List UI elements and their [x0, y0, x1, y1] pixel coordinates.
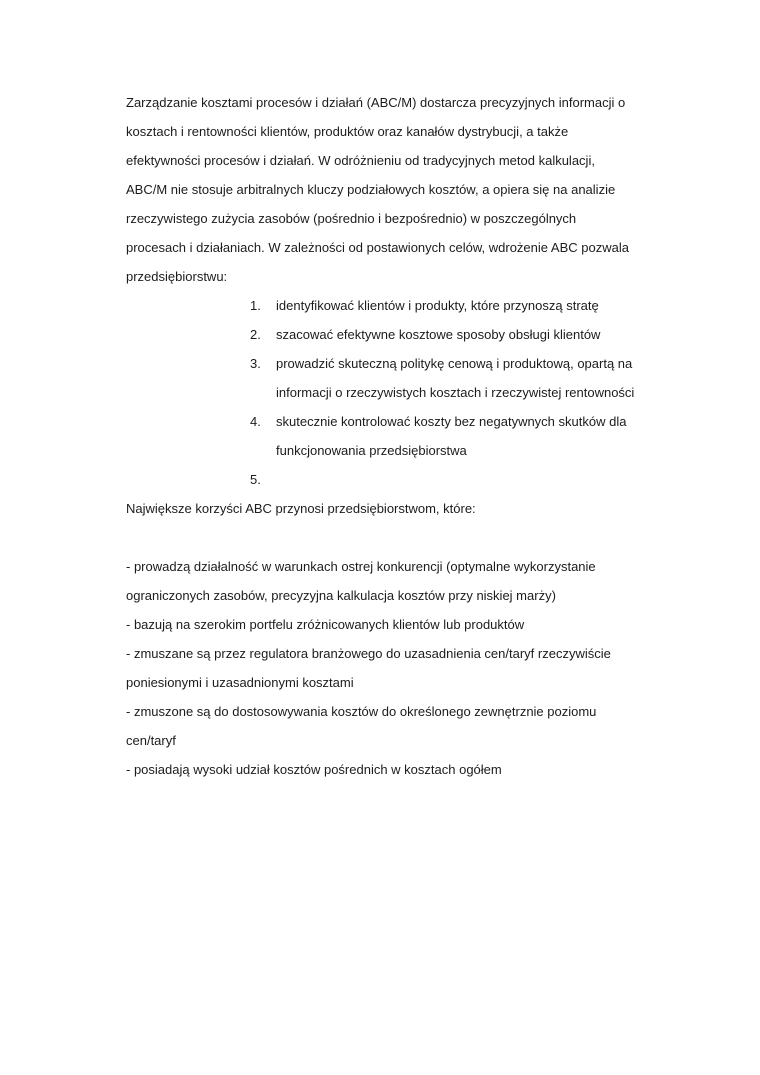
list-item-text [276, 465, 664, 494]
numbered-list [126, 291, 664, 494]
list-item [250, 320, 664, 349]
list-item-text: identyfikować klientów i produkty, które przynoszą stratę [276, 298, 599, 313]
benefit-text: - prowadzą działalność w warunkach ostrej konkurencji (optymalne wykorzystanie [126, 559, 596, 574]
list-number: 5. [250, 472, 261, 487]
list-item-text: szacować efektywne kosztowe sposoby obsługi klientów [276, 327, 601, 342]
benefits-heading: Największe korzyści ABC przynosi przedsiębiorstwom, które: [126, 501, 476, 516]
list-item [250, 291, 664, 320]
benefits-list [126, 552, 664, 784]
intro-line: przedsiębiorstwu: [126, 269, 228, 284]
benefit-item [126, 552, 664, 610]
list-item [250, 349, 664, 407]
list-item-text: informacji o rzeczywistych kosztach i rzeczywistej rentowności [276, 385, 635, 400]
list-number: 2. [250, 327, 261, 342]
benefit-text: - bazują na szerokim portfelu zróżnicowanych klientów lub produktów [126, 617, 525, 632]
intro-line: rzeczywistego zużycia zasobów (pośrednio i bezpośrednio) w poszczególnych [126, 211, 577, 226]
intro-line: efektywności procesów i działań. W odróżnieniu od tradycyjnych metod kalkulacji, [126, 153, 595, 168]
benefit-text: - posiadają wysoki udział kosztów pośrednich w kosztach ogółem [126, 762, 502, 777]
intro-line: kosztach i rentowności klientów, produktów oraz kanałów dystrybucji, a także [126, 124, 569, 139]
benefit-item [126, 610, 664, 639]
benefit-text: - zmuszone są do dostosowywania kosztów do określonego zewnętrznie poziomu [126, 704, 597, 719]
list-item-text: skutecznie kontrolować koszty bez negatywnych skutków dla [276, 414, 627, 429]
benefit-item [126, 697, 664, 755]
list-number: 1. [250, 298, 261, 313]
list-item-text: prowadzić skuteczną politykę cenową i produktową, opartą na [276, 356, 633, 371]
intro-line: procesach i działaniach. W zależności od postawionych celów, wdrożenie ABC pozwala [126, 240, 629, 255]
benefit-text: cen/taryf [126, 733, 176, 748]
list-item-text: funkcjonowania przedsiębiorstwa [276, 443, 467, 458]
benefit-item [126, 639, 664, 697]
intro-line: Zarządzanie kosztami procesów i działań (ABC/M) dostarcza precyzyjnych informacji o [126, 95, 626, 110]
blank-line [126, 523, 664, 552]
intro-line: ABC/M nie stosuje arbitralnych kluczy podziałowych kosztów, a opiera się na analizie [126, 182, 616, 197]
list-item [250, 465, 664, 494]
benefit-text: - zmuszane są przez regulatora branżowego do uzasadnienia cen/taryf rzeczywiście [126, 646, 611, 661]
benefit-text: ograniczonych zasobów, precyzyjna kalkulacja kosztów przy niskiej marży) [126, 588, 556, 603]
list-number: 3. [250, 356, 261, 371]
benefit-text: poniesionymi i uzasadnionymi kosztami [126, 675, 354, 690]
benefit-item [126, 755, 664, 784]
intro-paragraph [126, 88, 664, 291]
list-item [250, 407, 664, 465]
list-number: 4. [250, 414, 261, 429]
